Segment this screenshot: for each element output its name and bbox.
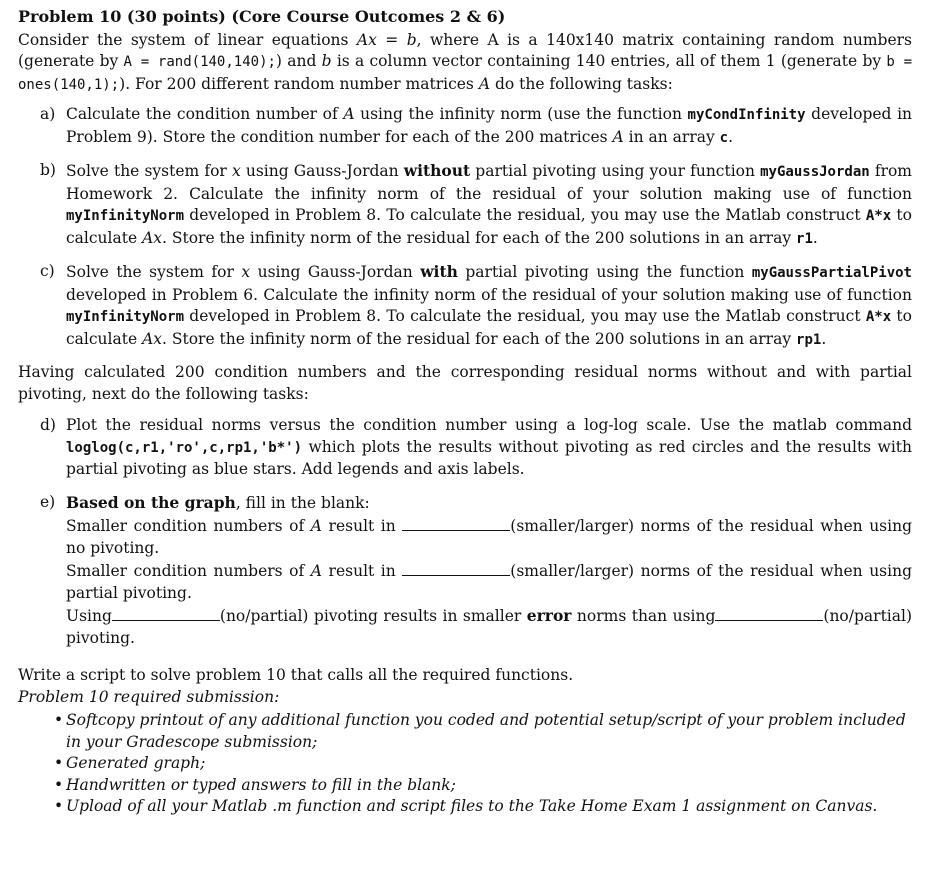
intro-text: Consider the system of linear equations [18, 30, 357, 49]
submission-text: Softcopy printout of any additional function you coded and potential setup/script of your problem included in your Gradescope submission; [66, 711, 906, 751]
fill-text: norms than using [571, 607, 716, 625]
task-text: . Store the infinity norm of the residual for each of the 200 solutions in an array [162, 228, 797, 247]
script-instruction: Write a script to solve problem 10 that calls all the required functions. [18, 666, 574, 684]
fill-text: (smaller/larger) norms of the residual when using partial pivoting. [66, 562, 912, 602]
bullet-icon: • [54, 797, 64, 815]
code-c: c [719, 129, 729, 146]
intro-text: do the following tasks: [490, 74, 673, 93]
code-loglog: loglog(c,r1,'ro',c,rp1,'b*') [66, 439, 303, 456]
matrix-a: A [343, 105, 355, 123]
task-label: d) [40, 416, 56, 434]
fill-text: Using [66, 607, 112, 625]
fill-text: (no/partial) pivoting. [66, 607, 912, 647]
intro-paragraph [18, 30, 912, 97]
task-text: using Gauss-Jordan [240, 162, 404, 180]
task-text: Solve the system for [66, 162, 232, 180]
task-text: , fill in the blank: [235, 493, 370, 512]
matrix-a: A [612, 127, 624, 146]
task-label: a) [40, 105, 56, 123]
submission-item [18, 753, 912, 775]
vector-x: x [241, 263, 251, 281]
task-d [18, 415, 912, 481]
task-b [18, 160, 912, 250]
task-text: partial pivoting using your function [470, 162, 761, 180]
task-a [18, 104, 912, 149]
bullet-icon: • [54, 711, 64, 729]
fill-blank-2[interactable] [402, 559, 510, 576]
code-mygausspartialpivot: myGaussPartialPivot [751, 265, 912, 281]
task-text: Solve the system for [66, 263, 242, 281]
task-text: to calculate [66, 206, 912, 247]
matrix-a: A [310, 517, 322, 535]
submission-text: Upload of all your Matlab .m function and script files to the Take Home Exam 1 assignment on Canvas. [66, 797, 878, 815]
task-text: . Store the infinity norm of the residual for each of the 200 solutions in an array [162, 329, 797, 348]
task-text: . [821, 329, 827, 348]
fill-blank-3[interactable] [112, 604, 220, 621]
task-label: e) [40, 492, 56, 511]
emphasis-without: without [403, 161, 471, 180]
code-r1: r1 [796, 230, 813, 247]
fill-text: result in [322, 517, 403, 535]
required-submission-heading: Problem 10 required submission: [18, 687, 280, 706]
intro-text: ) and [275, 52, 322, 70]
submission-item [18, 796, 912, 818]
task-label: b) [40, 161, 56, 179]
task-text: from Homework 2. Calculate the infinity norm of the residual of your solution making use of function [66, 162, 913, 203]
code-myinfinitynorm: myInfinityNorm [66, 309, 185, 325]
fill-text: result in [322, 562, 403, 580]
task-text: in an array [623, 127, 720, 146]
equation-ax: Ax [142, 329, 163, 348]
emphasis-error: error [526, 606, 572, 625]
task-text: Calculate the condition number of [66, 105, 344, 123]
matrix-a: A [478, 74, 491, 93]
fill-text: Smaller condition numbers of [66, 517, 311, 535]
intro-text: is a column vector containing 140 entries, all of them 1 (generate by [331, 52, 887, 70]
fill-text: (no/partial) pivoting results in smaller [219, 607, 527, 625]
code-myinfinitynorm: myInfinityNorm [66, 208, 185, 224]
equation-ax: Ax [142, 228, 163, 247]
code-ax: A*x [865, 208, 892, 224]
code-ones: b = ones(140,1); [18, 54, 913, 93]
mid-paragraph: Having calculated 200 condition numbers and the corresponding residual norms without and with partial pivoting, next do the following tasks: [18, 363, 912, 403]
bullet-icon: • [54, 754, 64, 772]
task-list [18, 104, 912, 649]
code-ax: A*x [865, 309, 892, 325]
submission-item [18, 775, 912, 797]
fill-text: (smaller/larger) norms of the residual when using no pivoting. [66, 517, 912, 557]
intro-text: ). For 200 different random number matrices [119, 74, 479, 93]
task-text: to calculate [66, 307, 912, 348]
task-text: developed in Problem 6. Calculate the infinity norm of the residual of your solution making use of function [66, 285, 912, 304]
task-text: developed in Problem 8. To calculate the residual, you may use the Matlab construct [184, 206, 866, 224]
fill-text: Smaller condition numbers of [66, 562, 311, 580]
vector-b: b [321, 52, 332, 70]
task-text: . [812, 228, 818, 247]
task-text: which plots the results without pivoting as red circles and the results with partial pivoting as blue stars. Add legends and axis labels. [66, 437, 912, 478]
fill-blank-4[interactable] [715, 604, 823, 621]
code-rp1: rp1 [796, 331, 822, 348]
task-text: using the infinity norm (use the function [354, 105, 688, 123]
submission-list [18, 710, 912, 818]
task-text: developed in Problem 8. To calculate the residual, you may use the Matlab construct [184, 307, 866, 325]
submission-text: Handwritten or typed answers to fill in the blank; [66, 775, 456, 794]
emphasis-based-on-graph: Based on the graph [66, 492, 236, 512]
task-text: developed in Problem 9). Store the condition number for each of the 200 matrices [66, 105, 913, 146]
code-rand: A = rand(140,140); [123, 54, 276, 70]
submission-text: Generated graph; [66, 754, 206, 772]
bullet-icon: • [54, 775, 64, 794]
task-c [18, 261, 912, 351]
code-mygaussjordan: myGaussJordan [760, 164, 870, 180]
equation: Ax = b [356, 30, 417, 49]
matrix-a: A [310, 562, 322, 580]
emphasis-with: with [420, 262, 458, 281]
task-text: using Gauss-Jordan [250, 263, 421, 281]
code-mycondinfinity: myCondInfinity [687, 107, 806, 123]
intro-text: , where A is a 140x140 matrix containing random numbers (generate by [18, 30, 912, 70]
vector-x: x [231, 162, 241, 180]
submission-item [18, 710, 912, 753]
task-text: Plot the residual norms versus the condition number using a log-log scale. Use the matlab command [66, 416, 912, 434]
task-label: c) [40, 262, 55, 280]
fill-blank-1[interactable] [402, 514, 510, 531]
task-e [18, 492, 912, 650]
task-text: partial pivoting using the function [457, 263, 752, 281]
task-text: . [728, 127, 734, 146]
problem-title: Problem 10 (30 points) (Core Course Outcomes 2 & 6) [18, 7, 506, 26]
